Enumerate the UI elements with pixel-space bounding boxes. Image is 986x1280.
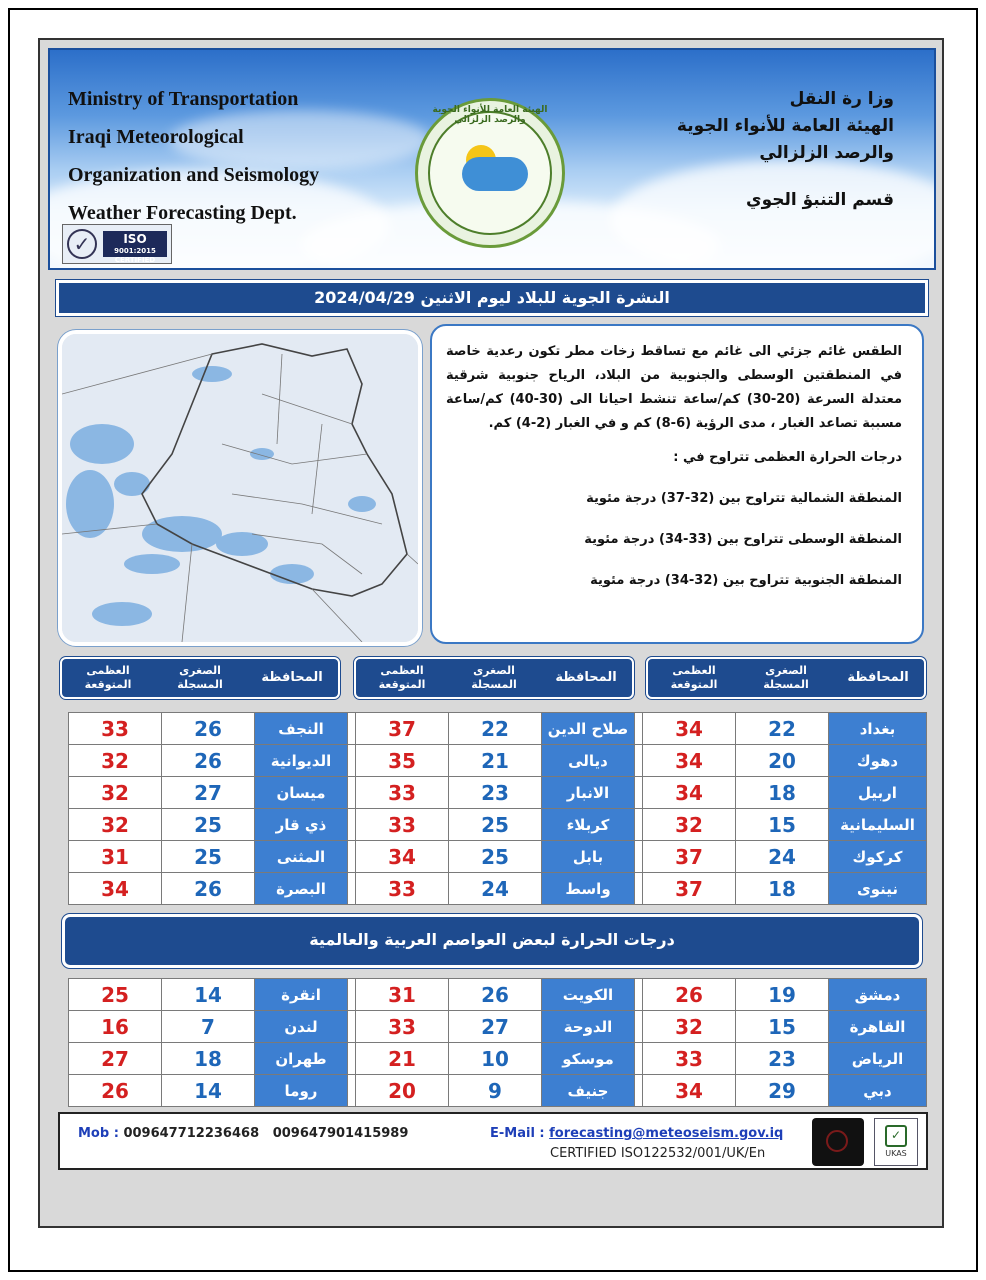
region-south: المنطقة الجنوبية تتراوح بين (32-34) درجة مئوية bbox=[590, 573, 902, 588]
max-temp-cell: 34 bbox=[356, 841, 449, 873]
forecast-text-box bbox=[430, 324, 924, 644]
region-north: المنطقة الشمالية تتراوح بين (32-37) درجة مئوية bbox=[586, 491, 902, 506]
min-temp-cell: 23 bbox=[736, 1043, 829, 1075]
email-label: E-Mail : bbox=[490, 1126, 545, 1141]
ar-line-org-2: والرصد الزلزالي bbox=[759, 143, 894, 163]
province-name-cell: النجف bbox=[255, 713, 348, 745]
capital-name-cell: الكويت bbox=[542, 979, 635, 1011]
satellite-map bbox=[58, 330, 422, 646]
min-header-line2: المسجلة bbox=[471, 678, 517, 691]
min-temp-cell: 9 bbox=[449, 1075, 542, 1107]
province-row bbox=[69, 713, 927, 745]
max-temp-cell: 26 bbox=[643, 979, 736, 1011]
province-header: المحافظة bbox=[847, 670, 909, 685]
iso-certified: CERTIFIED bbox=[114, 256, 156, 264]
max-temp-cell: 25 bbox=[69, 979, 162, 1011]
iso-number: 9001:2015 bbox=[114, 247, 156, 255]
min-temp-cell: 14 bbox=[162, 1075, 255, 1107]
max-header-line1: العظمى bbox=[672, 664, 716, 677]
header-banner bbox=[48, 48, 936, 270]
min-temp-cell: 26 bbox=[449, 979, 542, 1011]
max-header-line2: المتوقعة bbox=[378, 678, 426, 691]
column-header-group-2 bbox=[354, 657, 634, 699]
en-line-ministry: Ministry of Transportation bbox=[68, 88, 299, 110]
min-temp-cell: 24 bbox=[736, 841, 829, 873]
province-row bbox=[69, 873, 927, 905]
max-temp-cell: 31 bbox=[69, 841, 162, 873]
max-temp-cell: 33 bbox=[643, 1043, 736, 1075]
max-temp-cell: 21 bbox=[356, 1043, 449, 1075]
province-name-cell: بغداد bbox=[829, 713, 927, 745]
column-spacer bbox=[635, 873, 643, 905]
max-temp-cell: 34 bbox=[69, 873, 162, 905]
province-header: المحافظة bbox=[555, 670, 617, 685]
column-spacer bbox=[348, 777, 356, 809]
capital-row bbox=[69, 1043, 927, 1075]
capital-row bbox=[69, 979, 927, 1011]
province-name-cell: كركوك bbox=[829, 841, 927, 873]
max-temp-cell: 32 bbox=[643, 809, 736, 841]
province-name-cell: دهوك bbox=[829, 745, 927, 777]
max-temp-cell: 35 bbox=[356, 745, 449, 777]
min-temp-cell: 10 bbox=[449, 1043, 542, 1075]
min-temp-cell: 25 bbox=[449, 841, 542, 873]
min-header bbox=[448, 659, 540, 697]
column-header-group-3 bbox=[60, 657, 340, 699]
province-row bbox=[69, 809, 927, 841]
logo-text: الهيئة العامة للأنواء الجوية والرصد الزلزالي bbox=[432, 105, 548, 125]
max-header bbox=[648, 659, 740, 697]
max-temp-cell: 37 bbox=[356, 713, 449, 745]
max-temp-cell: 32 bbox=[69, 745, 162, 777]
forecast-summary: الطقس غائم جزئي الى غائم مع تساقط زخات مطر تكون رعدية خاصة في المنطقتين الوسطى والجنوبية من البلاد، الرياح جنوبية شرقية معتدلة السرعة (20-30) كم/ساعة تنشط احيانا الى (30-40) كم/ساعة مسببة تصاعد الغبار ، مدى الرؤية (6-8) كم و في الغبار (2-4) كم. bbox=[446, 344, 902, 431]
max-temp-cell: 33 bbox=[356, 873, 449, 905]
column-spacer bbox=[348, 841, 356, 873]
capital-name-cell: جنيف bbox=[542, 1075, 635, 1107]
capital-name-cell: لندن bbox=[255, 1011, 348, 1043]
min-temp-cell: 7 bbox=[162, 1011, 255, 1043]
seal-icon bbox=[826, 1130, 848, 1152]
footer-contact bbox=[58, 1112, 928, 1170]
capital-name-cell: دبي bbox=[829, 1075, 927, 1107]
province-name-cell: ميسان bbox=[255, 777, 348, 809]
min-temp-cell: 18 bbox=[736, 873, 829, 905]
max-header bbox=[62, 659, 154, 697]
province-header: المحافظة bbox=[261, 670, 323, 685]
max-temp-cell: 31 bbox=[356, 979, 449, 1011]
ar-line-ministry: وزا رة النقل bbox=[789, 89, 894, 109]
org-logo bbox=[415, 98, 565, 248]
column-spacer bbox=[348, 713, 356, 745]
max-header-line2: المتوقعة bbox=[670, 678, 718, 691]
max-temp-cell: 20 bbox=[356, 1075, 449, 1107]
max-header-line1: العظمى bbox=[380, 664, 424, 677]
min-temp-cell: 22 bbox=[736, 713, 829, 745]
min-header-line1: الصغرى bbox=[765, 664, 807, 677]
column-spacer bbox=[635, 841, 643, 873]
column-spacer bbox=[635, 979, 643, 1011]
en-line-org-1: Iraqi Meteorological bbox=[68, 126, 244, 148]
province-row bbox=[69, 777, 927, 809]
min-temp-cell: 26 bbox=[162, 745, 255, 777]
column-spacer bbox=[635, 745, 643, 777]
min-temp-cell: 20 bbox=[736, 745, 829, 777]
column-spacer bbox=[348, 809, 356, 841]
arabic-org-name bbox=[677, 86, 894, 214]
province-name-cell: ذي قار bbox=[255, 809, 348, 841]
min-temp-cell: 27 bbox=[162, 777, 255, 809]
ar-line-org-1: الهيئة العامة للأنواء الجوية bbox=[676, 116, 894, 136]
min-temp-cell: 29 bbox=[736, 1075, 829, 1107]
capital-name-cell: الرياض bbox=[829, 1043, 927, 1075]
bulletin-title: النشرة الجوية للبلاد ليوم الاثنين 2024/04/29 bbox=[56, 280, 928, 316]
province-row bbox=[69, 841, 927, 873]
capitals-title: درجات الحرارة لبعض العواصم العربية والعالمية bbox=[62, 914, 922, 968]
min-temp-cell: 21 bbox=[449, 745, 542, 777]
capital-name-cell: موسكو bbox=[542, 1043, 635, 1075]
min-temp-cell: 25 bbox=[162, 841, 255, 873]
max-temp-cell: 16 bbox=[69, 1011, 162, 1043]
province-name-cell: اربيل bbox=[829, 777, 927, 809]
capital-name-cell: الدوحة bbox=[542, 1011, 635, 1043]
iso-badge bbox=[62, 224, 172, 264]
column-spacer bbox=[635, 809, 643, 841]
province-name-cell: المثنى bbox=[255, 841, 348, 873]
capital-name-cell: القاهرة bbox=[829, 1011, 927, 1043]
column-header-group-1 bbox=[646, 657, 926, 699]
min-header bbox=[740, 659, 832, 697]
max-header bbox=[356, 659, 448, 697]
max-header-line1: العظمى bbox=[86, 664, 130, 677]
email-link[interactable]: forecasting@meteoseism.gov.iq bbox=[549, 1126, 784, 1141]
min-header-line2: المسجلة bbox=[177, 678, 223, 691]
org-seal-logo bbox=[812, 1118, 864, 1166]
max-temp-cell: 37 bbox=[643, 841, 736, 873]
min-header bbox=[154, 659, 246, 697]
column-spacer bbox=[635, 1011, 643, 1043]
column-spacer bbox=[348, 873, 356, 905]
ar-line-dept: قسم التنبؤ الجوي bbox=[746, 190, 894, 210]
max-temp-cell: 27 bbox=[69, 1043, 162, 1075]
province-name-cell: نينوى bbox=[829, 873, 927, 905]
max-temp-cell: 33 bbox=[356, 777, 449, 809]
max-temp-cell: 33 bbox=[356, 1011, 449, 1043]
min-temp-cell: 23 bbox=[449, 777, 542, 809]
max-temp-cell: 32 bbox=[69, 777, 162, 809]
province-row bbox=[69, 745, 927, 777]
capital-name-cell: دمشق bbox=[829, 979, 927, 1011]
mobile-numbers: 009647712236468 009647901415989 bbox=[123, 1126, 409, 1141]
min-temp-cell: 27 bbox=[449, 1011, 542, 1043]
max-header-line2: المتوقعة bbox=[84, 678, 132, 691]
en-line-dept: Weather Forecasting Dept. bbox=[68, 202, 297, 224]
max-temp-cell: 33 bbox=[356, 809, 449, 841]
map-graphic bbox=[62, 334, 418, 642]
province-name-cell: ديالى bbox=[542, 745, 635, 777]
min-temp-cell: 14 bbox=[162, 979, 255, 1011]
max-temp-cell: 34 bbox=[643, 745, 736, 777]
min-temp-cell: 18 bbox=[736, 777, 829, 809]
temps-title: درجات الحرارة العظمى تتراوح في : bbox=[673, 450, 902, 465]
min-temp-cell: 18 bbox=[162, 1043, 255, 1075]
min-header-line1: الصغرى bbox=[179, 664, 221, 677]
province-name-cell: كربلاء bbox=[542, 809, 635, 841]
crown-check-icon: ✓ bbox=[885, 1125, 907, 1147]
min-header-line1: الصغرى bbox=[473, 664, 515, 677]
min-temp-cell: 22 bbox=[449, 713, 542, 745]
iso-box bbox=[103, 231, 167, 264]
column-spacer bbox=[635, 1043, 643, 1075]
column-spacer bbox=[348, 1011, 356, 1043]
capital-name-cell: روما bbox=[255, 1075, 348, 1107]
capital-name-cell: انقرة bbox=[255, 979, 348, 1011]
certification-text: CERTIFIED ISO122532/001/UK/En bbox=[550, 1146, 766, 1161]
ukas-label: UKAS bbox=[885, 1149, 907, 1158]
province-name-cell: الانبار bbox=[542, 777, 635, 809]
max-temp-cell: 34 bbox=[643, 713, 736, 745]
en-line-org-2: Organization and Seismology bbox=[68, 164, 320, 186]
province-name-cell: البصرة bbox=[255, 873, 348, 905]
min-temp-cell: 15 bbox=[736, 1011, 829, 1043]
min-temp-cell: 24 bbox=[449, 873, 542, 905]
ukas-logo bbox=[874, 1118, 918, 1166]
min-temp-cell: 26 bbox=[162, 713, 255, 745]
min-temp-cell: 26 bbox=[162, 873, 255, 905]
capitals-table bbox=[68, 978, 927, 1107]
min-header-line2: المسجلة bbox=[763, 678, 809, 691]
province-name-cell: الديوانية bbox=[255, 745, 348, 777]
region-central: المنطقة الوسطى تتراوح بين (33-34) درجة مئوية bbox=[584, 532, 902, 547]
capital-name-cell: طهران bbox=[255, 1043, 348, 1075]
iso-label: ISO bbox=[123, 232, 147, 246]
province-name-cell: السليمانية bbox=[829, 809, 927, 841]
capital-row bbox=[69, 1075, 927, 1107]
column-spacer bbox=[348, 1075, 356, 1107]
min-temp-cell: 19 bbox=[736, 979, 829, 1011]
mobile-label: Mob : bbox=[78, 1126, 119, 1141]
column-spacer bbox=[348, 1043, 356, 1075]
provinces-table bbox=[68, 712, 927, 905]
max-temp-cell: 34 bbox=[643, 777, 736, 809]
max-temp-cell: 32 bbox=[643, 1011, 736, 1043]
min-temp-cell: 25 bbox=[449, 809, 542, 841]
max-temp-cell: 37 bbox=[643, 873, 736, 905]
max-temp-cell: 33 bbox=[69, 713, 162, 745]
mobile-info bbox=[78, 1126, 408, 1141]
province-name-cell: صلاح الدين bbox=[542, 713, 635, 745]
min-temp-cell: 25 bbox=[162, 809, 255, 841]
max-temp-cell: 34 bbox=[643, 1075, 736, 1107]
column-spacer bbox=[635, 713, 643, 745]
max-temp-cell: 26 bbox=[69, 1075, 162, 1107]
column-spacer bbox=[635, 777, 643, 809]
min-temp-cell: 15 bbox=[736, 809, 829, 841]
max-temp-cell: 32 bbox=[69, 809, 162, 841]
check-icon: ✓ bbox=[67, 229, 97, 259]
english-org-name bbox=[68, 80, 319, 232]
capital-row bbox=[69, 1011, 927, 1043]
province-name-cell: بابل bbox=[542, 841, 635, 873]
column-spacer bbox=[635, 1075, 643, 1107]
column-spacer bbox=[348, 979, 356, 1011]
column-spacer bbox=[348, 745, 356, 777]
email-info bbox=[490, 1126, 783, 1141]
cloud-icon bbox=[462, 157, 528, 191]
province-name-cell: واسط bbox=[542, 873, 635, 905]
